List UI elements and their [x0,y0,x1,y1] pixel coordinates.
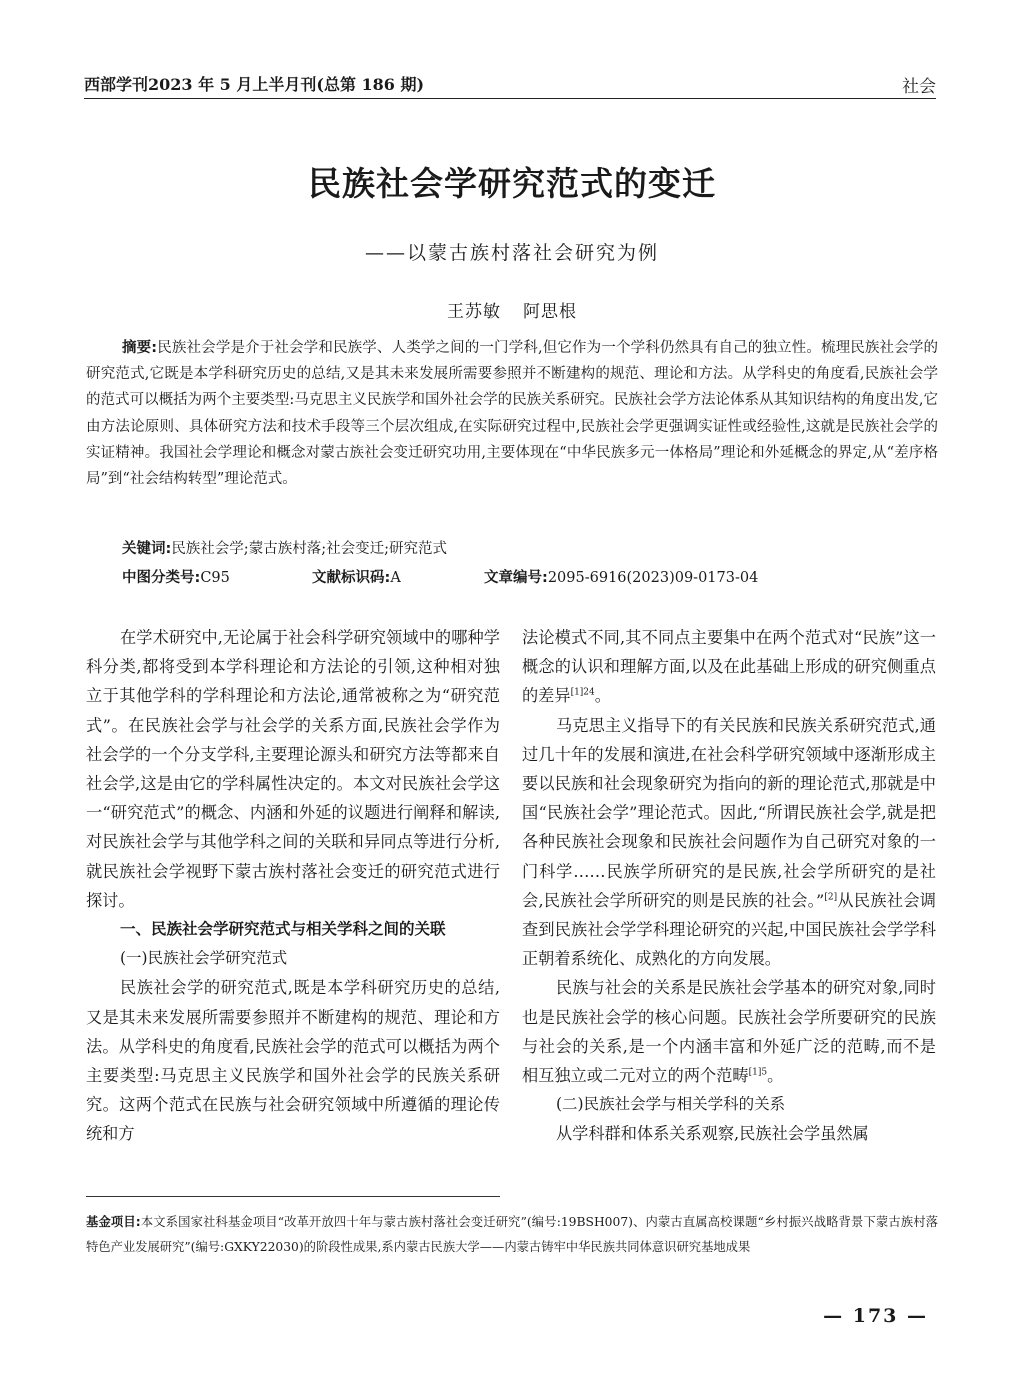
header-rule [84,98,936,99]
journal-info: 西部学刊2023 年 5 月上半月刊(总第 186 期) [84,75,425,94]
citation: [2] [824,892,838,903]
section-label: 社会 [902,77,936,97]
footnote-rule [86,1196,500,1197]
citation: [1]24 [570,688,595,699]
section-heading: 一、民族社会学研究范式与相关学科之间的关联 [120,920,446,939]
keywords [122,537,447,558]
paragraph-continued [522,623,936,711]
paragraph [522,973,936,1090]
page-header [84,70,936,100]
article-subtitle: ——以蒙古族村落社会研究为例 [364,242,659,264]
footnote-label: 基金项目: [86,1215,141,1229]
author-name: 王苏敏 [447,302,501,322]
keywords-label: 关键词: [122,541,172,557]
paragraph: 在学术研究中,无论属于社会科学研究领域中的哪种学科分类,都将受到本学科理论和方法论的引领,这种相对独立于其他学科的学科理论和方法论,通常被称之为“研究范式”。在民族社会学与社会学的关系方面,民族社会学作为社会学的一个分支学科,主要理论源头和研究方法等都来自社会学,这是由它的学科属性决定的。本文对民族社会学这一“研究范式”的概念、内涵和外延的议题进行阐释和解读,对民族社会学与其他学科之间的关联和异同点等进行分析,就民族社会学视野下蒙古族村落社会变迁的研究范式进行探讨。 [86,628,500,910]
keywords-text: 民族社会学;蒙古族村落;社会变迁;研究范式 [171,541,447,557]
paragraph-text: 马克思主义指导下的有关民族和民族关系研究范式,通过几十年的发展和演进,在社会科学研究领域中逐渐形成主要以民族和社会现象研究为指向的新的理论范式,那就是中国“民族社会学”理论范式。因此,“所谓民族社会学,就是把各种民族社会现象和民族社会问题作为自己研究对象的一门科学……民族学所研究的是民族,社会学所研究的是社会,民族社会学所研究的则是民族的社会。” [522,715,936,910]
paragraph-text: 从民族社会调查到民族社会学学科理论研究的兴起,中国民族社会学学科正朝着系统化、成熟化的方向发展。 [522,890,936,969]
subsection-heading: (一)民族社会学研究范式 [120,949,288,968]
subsection-heading: (二)民族社会学与相关学科的关系 [556,1095,786,1114]
left-column [86,623,500,1149]
funding-footnote [86,1210,938,1259]
abstract-label: 摘要: [122,340,158,356]
doc-code-label: 文献标识码: [312,570,391,586]
paragraph-text: 。 [767,1066,784,1086]
classification-line [122,566,758,587]
article-title: 民族社会学研究范式的变迁 [308,164,716,203]
citation: [1]5 [748,1067,768,1078]
paragraph-text: 。 [594,686,611,706]
paragraph-text: 民族与社会的关系是民族社会学基本的研究对象,同时也是民族社会学的核心问题。民族社会学所要研究的民族与社会的关系,是一个内涵丰富和外延广泛的范畴,而不是相互独立或二元对立的两个范畴 [522,978,936,1086]
abstract-text: 民族社会学是介于社会学和民族学、人类学之间的一门学科,但它作为一个学科仍然具有自己的独立性。梳理民族社会学的研究范式,它既是本学科研究历史的总结,又是其未来发展所需要参照并不断建构的规范、理论和方法。从学科史的角度看,民族社会学的范式可以概括为两个主要类型:马克思主义民族学和国外社会学的民族关系研究。民族社会学方法论体系从其知识结构的角度出发,它由方法论原则、具体研究方法和技术手段等三个层次组成,在实际研究过程中,民族社会学更强调实证性或经验性,这就是民族社会学的实证精神。我国社会学理论和概念对蒙古族社会变迁研究功用,主要体现在“中华民族多元一体格局”理论和外延概念的界定,从“差序格局”到“社会结构转型”理论范式。 [86,340,938,488]
paragraph: 从学科群和体系关系观察,民族社会学虽然属 [556,1124,869,1144]
paragraph [522,711,936,974]
clc-value: C95 [200,570,230,586]
abstract [86,335,938,492]
right-column [522,623,936,1149]
author-name: 阿思根 [523,302,577,322]
clc-label: 中图分类号: [122,570,201,586]
page-number: — 173 — [823,1305,928,1327]
authors [0,297,1024,322]
paragraph-text: 法论模式不同,其不同点主要集中在两个范式对“民族”这一概念的认识和理解方面,以及在此基础上形成的研究侧重点的差异 [522,628,936,706]
paragraph: 民族社会学的研究范式,既是本学科研究历史的总结,又是其未来发展所需要参照并不断建构的规范、理论和方法。从学科史的角度看,民族社会学的范式可以概括为两个主要类型:马克思主义民族学和国外社会学的民族关系研究。这两个范式在民族与社会研究领域中所遵循的理论传统和方 [86,978,500,1144]
article-number-label: 文章编号: [484,570,548,586]
article-number-value: 2095-6916(2023)09-0173-04 [547,570,759,586]
doc-code-value: A [390,570,401,586]
footnote-text: 本文系国家社科基金项目“改革开放四十年与蒙古族村落社会变迁研究”(编号:19BSH007)、内蒙古直属高校课题“乡村振兴战略背景下蒙古族村落特色产业发展研究”(编号:GXKY22030)的阶段性成果,系内蒙古民族大学——内蒙古铸牢中华民族共同体意识研究基地成果 [86,1215,939,1254]
